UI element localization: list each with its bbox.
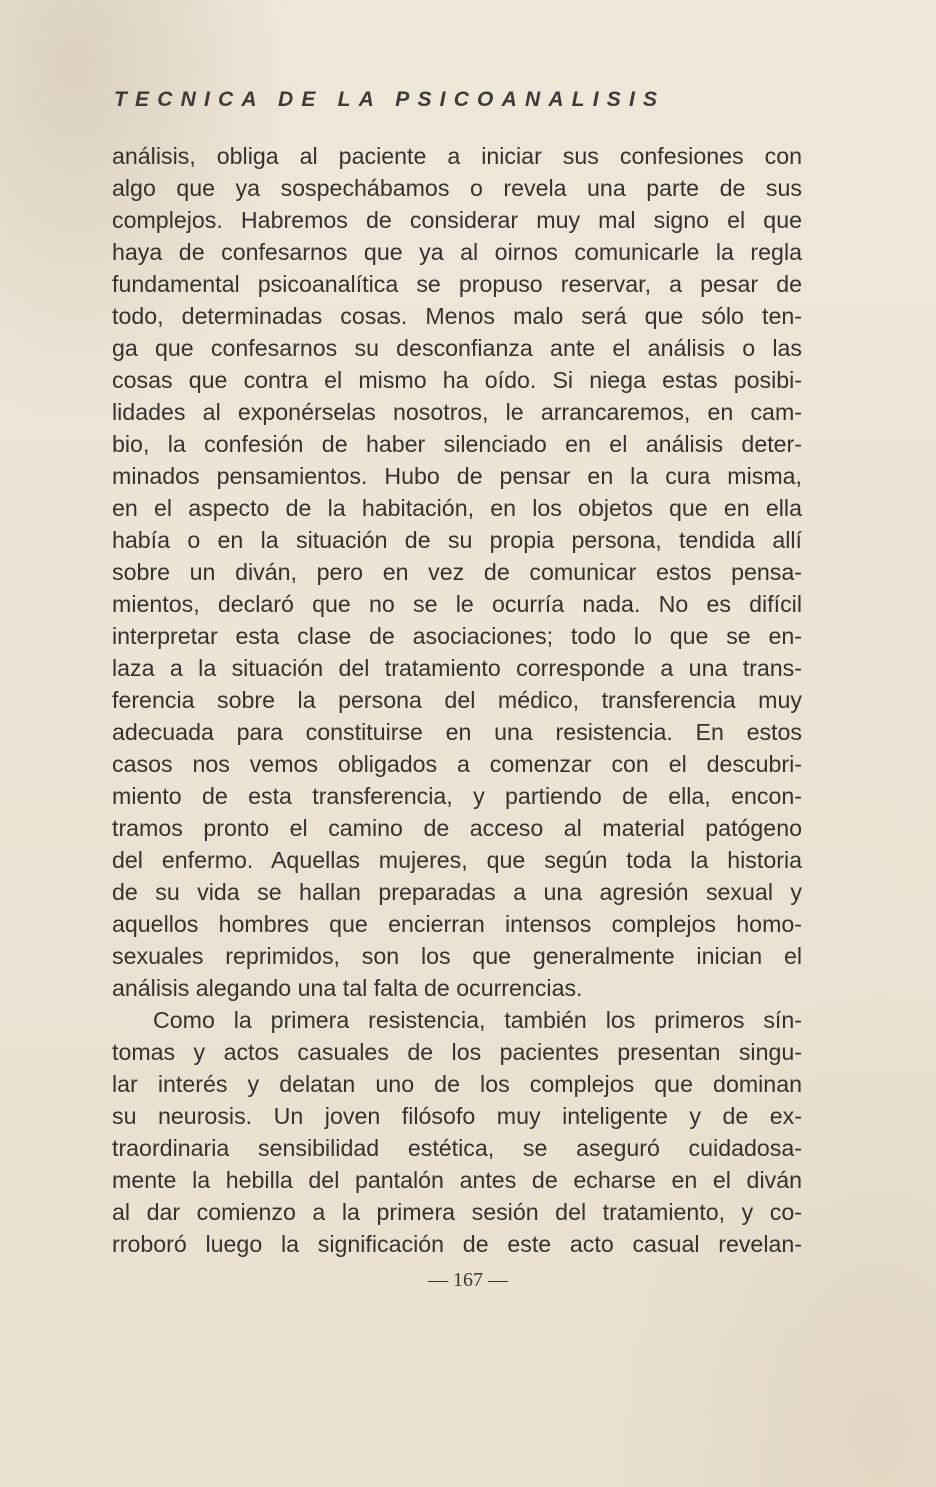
text-line: complejos. Habremos de considerar muy mal signo el que bbox=[112, 207, 802, 233]
text-line: tramos pronto el camino de acceso al material patógeno bbox=[112, 815, 802, 841]
text-line: su neurosis. Un joven filósofo muy inteligente y de ex- bbox=[112, 1103, 802, 1129]
running-head: TECNICA DE LA PSICOANALISIS bbox=[114, 88, 666, 111]
text-line: algo que ya sospechábamos o revela una parte de sus bbox=[112, 175, 802, 201]
paragraph-1 bbox=[112, 140, 802, 1004]
text-line: minados pensamientos. Hubo de pensar en la cura misma, bbox=[112, 463, 802, 489]
text-line: sobre un diván, pero en vez de comunicar estos pensa- bbox=[112, 559, 802, 585]
text-line: del enfermo. Aquellas mujeres, que según toda la historia bbox=[112, 847, 802, 873]
text-line: lar interés y delatan uno de los complejos que dominan bbox=[112, 1071, 802, 1097]
text-line: sexuales reprimidos, son los que generalmente inician el bbox=[112, 943, 802, 969]
text-line: en el aspecto de la habitación, en los objetos que en ella bbox=[112, 495, 802, 521]
text-line: de su vida se hallan preparadas a una agresión sexual y bbox=[112, 879, 802, 905]
text-line: fundamental psicoanalítica se propuso reservar, a pesar de bbox=[112, 271, 802, 297]
text-line: mientos, declaró que no se le ocurría nada. No es difícil bbox=[112, 591, 802, 617]
text-line: había o en la situación de su propia persona, tendida allí bbox=[112, 527, 802, 553]
text-line: ga que confesarnos su desconfianza ante el análisis o las bbox=[112, 335, 802, 361]
body-text bbox=[112, 140, 802, 1260]
text-line: aquellos hombres que encierran intensos complejos homo- bbox=[112, 911, 802, 937]
text-line: haya de confesarnos que ya al oirnos comunicarle la regla bbox=[112, 239, 802, 265]
text-line: rroboró luego la significación de este acto casual revelan- bbox=[112, 1231, 802, 1257]
text-line: análisis, obliga al paciente a iniciar sus confesiones con bbox=[112, 143, 802, 169]
page-number: — 167 — bbox=[428, 1269, 508, 1291]
text-line: todo, determinadas cosas. Menos malo será que sólo ten- bbox=[112, 303, 802, 329]
text-line: lidades al exponérselas nosotros, le arrancaremos, en cam- bbox=[112, 399, 802, 425]
text-line: análisis alegando una tal falta de ocurrencias. bbox=[112, 975, 583, 1001]
paragraph-2 bbox=[112, 1004, 802, 1260]
text-line: laza a la situación del tratamiento corresponde a una trans- bbox=[112, 655, 802, 681]
text-line: Como la primera resistencia, también los primeros sín- bbox=[153, 1007, 802, 1033]
text-line: traordinaria sensibilidad estética, se aseguró cuidadosa- bbox=[112, 1135, 802, 1161]
text-line: cosas que contra el mismo ha oído. Si niega estas posibi- bbox=[112, 367, 802, 393]
text-line: tomas y actos casuales de los pacientes presentan singu- bbox=[112, 1039, 802, 1065]
text-line: mente la hebilla del pantalón antes de echarse en el diván bbox=[112, 1167, 802, 1193]
text-line: interpretar esta clase de asociaciones; todo lo que se en- bbox=[112, 623, 802, 649]
text-line: al dar comienzo a la primera sesión del tratamiento, y co- bbox=[112, 1199, 802, 1225]
text-line: casos nos vemos obligados a comenzar con el descubri- bbox=[112, 751, 802, 777]
text-line: ferencia sobre la persona del médico, transferencia muy bbox=[112, 687, 802, 713]
text-line: miento de esta transferencia, y partiendo de ella, encon- bbox=[112, 783, 802, 809]
text-line: bio, la confesión de haber silenciado en el análisis deter- bbox=[112, 431, 802, 457]
text-line: adecuada para constituirse en una resistencia. En estos bbox=[112, 719, 802, 745]
